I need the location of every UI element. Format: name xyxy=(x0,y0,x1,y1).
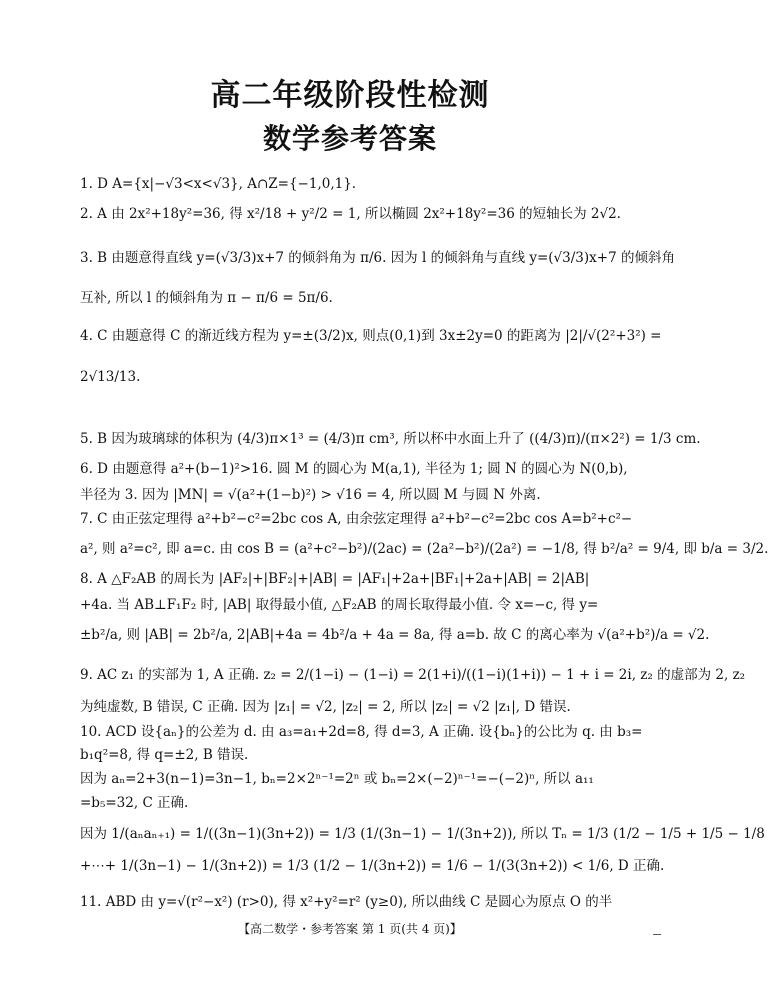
answer-line-4-cont: 2√13/13. xyxy=(80,369,141,385)
answer-line-10: 10. ACD 设{aₙ}的公差为 d. 由 a₃=a₁+2d=8, 得 d=3, A 正确. 设{bₙ}的公比为 q. 由 b₃= xyxy=(80,724,643,740)
answer-line-10-cont5: +⋯+ 1/(3n−1) − 1/(3n+2)) = 1/3 (1/2 − 1/(3n+2)) = 1/6 − 1/(3(3n+2)) < 1/6, D 正确. xyxy=(80,858,665,874)
answer-line-10-cont4: 因为 1/(aₙaₙ₊₁) = 1/((3n−1)(3n+2)) = 1/3 (1/(3n−1) − 1/(3n+2)), 所以 Tₙ = 1/3 (1/2 − 1/5 + 1/5 − 1/8 xyxy=(80,826,765,842)
answer-line-9: 9. AC z₁ 的实部为 1, A 正确. z₂ = 2/(1−i) − (1−i) = 2(1+i)/((1−i)(1+i)) − 1 + i = 2i, z₂ 的虚部为 2, z₂ xyxy=(80,667,746,683)
answer-line-1: 1. D A={x|−√3<x<√3}, A∩Z={−1,0,1}. xyxy=(80,176,357,192)
answer-line-6-cont: 半径为 3. 因为 |MN| = √(a²+(1−b)²) > √16 = 4, 所以圆 M 与圆 N 外离. xyxy=(80,487,541,503)
corner-mark xyxy=(653,934,661,935)
answer-line-5: 5. B 因为玻璃球的体积为 (4/3)π×1³ = (4/3)π cm³, 所以杯中水面上升了 ((4/3)π)/(π×2²) = 1/3 cm. xyxy=(80,431,701,447)
answer-line-9-cont: 为纯虚数, B 错误, C 正确. 因为 |z₁| = √2, |z₂| = 2, 所以 |z₂| = √2 |z₁|, D 错误. xyxy=(80,699,571,715)
exam-title: 高二年级阶段性检测 xyxy=(210,78,490,113)
answer-line-8-cont2: ±b²/a, 则 |AB| = 2b²/a, 2|AB|+4a = 4b²/a + 4a = 8a, 得 a=b. 故 C 的离心率为 √(a²+b²)/a = √2. xyxy=(80,627,710,643)
answer-line-2: 2. A 由 2x²+18y²=36, 得 x²/18 + y²/2 = 1, 所以椭圆 2x²+18y²=36 的短轴长为 2√2. xyxy=(80,206,621,222)
answer-line-7: 7. C 由正弦定理得 a²+b²−c²=2bc cos A, 由余弦定理得 a²+b²−c²=2bc cos A=b²+c²− xyxy=(80,511,633,527)
answer-line-3: 3. B 由题意得直线 y=(√3/3)x+7 的倾斜角为 π/6. 因为 l 的倾斜角与直线 y=(√3/3)x+7 的倾斜角 xyxy=(80,250,675,266)
answer-line-10-cont3: =b₅=32, C 正确. xyxy=(80,795,189,811)
answer-line-8-cont1: +4a. 当 AB⊥F₁F₂ 时, |AB| 取得最小值, △F₂AB 的周长取得最小值. 令 x=−c, 得 y= xyxy=(80,597,599,613)
answer-line-6: 6. D 由题意得 a²+(b−1)²>16. 圆 M 的圆心为 M(a,1), 半径为 1; 圆 N 的圆心为 N(0,b), xyxy=(80,461,628,477)
exam-subtitle: 数学参考答案 xyxy=(262,122,437,155)
answer-line-8: 8. A △F₂AB 的周长为 |AF₂|+|BF₂|+|AB| = |AF₁|+2a+|BF₁|+2a+|AB| = 2|AB| xyxy=(80,571,590,587)
answer-line-10-cont2: 因为 aₙ=2+3(n−1)=3n−1, bₙ=2×2ⁿ⁻¹=2ⁿ 或 bₙ=2×(−2)ⁿ⁻¹=−(−2)ⁿ, 所以 a₁₁ xyxy=(80,771,594,787)
answer-line-11: 11. ABD 由 y=√(r²−x²) (r>0), 得 x²+y²=r² (y≥0), 所以曲线 C 是圆心为原点 O 的半 xyxy=(80,894,613,910)
answer-line-4: 4. C 由题意得 C 的渐近线方程为 y=±(3/2)x, 则点(0,1)到 3x±2y=0 的距离为 |2|/√(2²+3²) = xyxy=(80,328,662,344)
answer-line-10-cont1: b₁q²=8, 得 q=±2, B 错误. xyxy=(80,747,249,763)
answer-line-7-cont: a², 则 a²=c², 即 a=c. 由 cos B = (a²+c²−b²)/(2ac) = (2a²−b²)/(2a²) = −1/8, 得 b²/a² = 9/4, 即 b/a = 3/2. xyxy=(80,541,768,557)
page-footer: 【高二数学・参考答案 第 1 页(共 4 页)】 xyxy=(238,922,462,936)
answer-line-3-cont: 互补, 所以 l 的倾斜角为 π − π/6 = 5π/6. xyxy=(80,290,333,306)
